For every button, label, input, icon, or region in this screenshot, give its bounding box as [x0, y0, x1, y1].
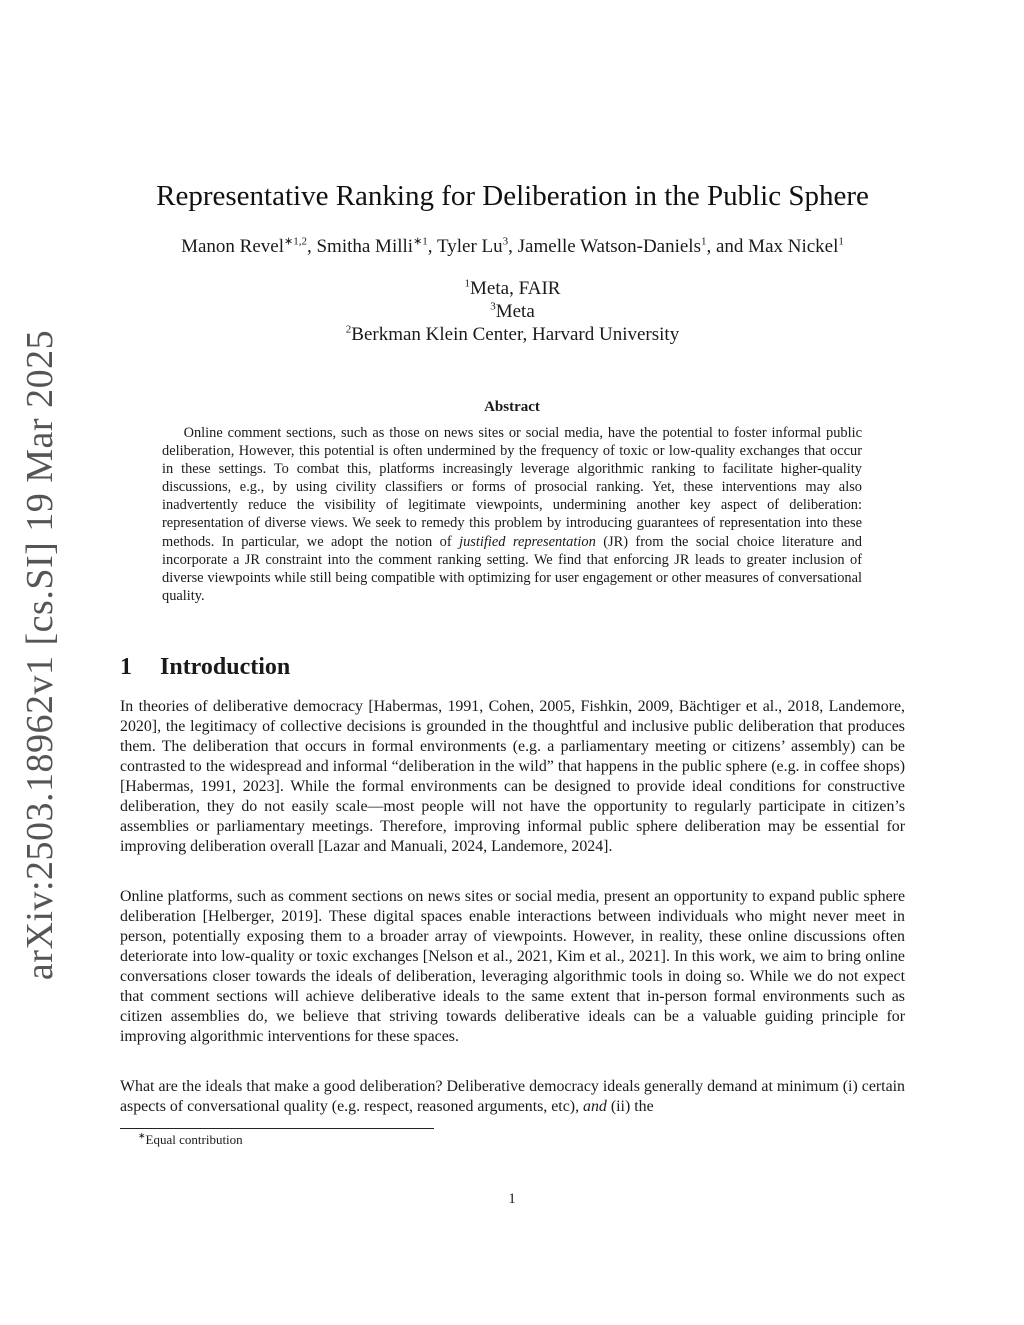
author-affil-mark: 1: [700, 235, 707, 248]
paper-title: Representative Ranking for Deliberation in the Public Sphere: [156, 180, 869, 212]
intro-paragraph: In theories of deliberative democracy [Habermas, 1991, Cohen, 2005, Fishkin, 2009, Bächtiger et al., 2018, Landemore, 2020], the legitimacy of collective decisions is grounded in the thoughtful and inclusive public deliberation that produces them. The deliberation that occurs in formal environments (e.g. a parliamentary meeting or citizens’ assembly) can be contrasted to the widespread and informal “deliberation in the wild” that happens in the public sphere (e.g. in coffee shops) [Habermas, 1991, 2023]. While the formal environments can be designed to provide ideal conditions for constructive deliberation, they do not easily scale—most people will not have the opportunity to regularly participate in citizen’s assemblies or parliamentary meetings. Therefore, improving informal public sphere deliberation may be essential for improving deliberation overall [Lazar and Manuali, 2024, Landemore, 2024].: [120, 698, 905, 855]
affiliation-mark: 3: [490, 300, 496, 313]
author-name: Smitha Milli: [316, 236, 414, 257]
affiliation-mark: 1: [464, 277, 471, 290]
page-number: 1: [508, 1191, 516, 1207]
author-name: Max Nickel: [748, 236, 839, 257]
abstract-text: Online comment sections, such as those on news sites or social media, have the potential to foster informal public deliberation, However, this potential is often undermined by the frequency of toxic or low-quality exchanges that occur in these settings. To combat this, platforms increasingly leverage algorithmic ranking to facilitate higher-quality discussions, e.g., by using civility classifiers or forms of prosocial ranking. Yet, these interventions may also inadvertently reduce the visibility of legitimate viewpoints, undermining another key aspect of deliberation: representation of diverse views. We seek to remedy this problem by introducing guarantees of representation into these methods. In particular, we adopt the notion of: [162, 425, 862, 550]
author-affil-mark: ∗1: [413, 235, 428, 248]
author-list: [100, 236, 925, 258]
author-affil-mark: 3: [502, 235, 509, 248]
author-separator: ,: [306, 236, 317, 257]
section-title: Introduction: [160, 654, 291, 680]
author-separator: ,: [427, 236, 437, 257]
abstract-body: [162, 424, 862, 605]
paragraph-text: (ii) the: [606, 1098, 654, 1115]
arxiv-id: arXiv:2503.18962v1 [cs.SI] 19 Mar 2025: [19, 329, 62, 981]
author-separator: ,: [508, 236, 518, 257]
author-name: Jamelle Watson-Daniels: [517, 236, 701, 257]
section-heading: [120, 654, 290, 681]
affiliation-name: Meta, FAIR: [470, 278, 561, 299]
author-affil-mark: 1: [838, 235, 844, 248]
footnote: [138, 1132, 243, 1148]
paragraph-text: What are the ideals that make a good deliberation? Deliberative democracy ideals generally demand at minimum (i) certain aspects of conversational quality (e.g. respect, reasoned arguments, etc),: [120, 1078, 905, 1115]
affiliation: [120, 324, 905, 346]
intro-paragraph: Online platforms, such as comment sections on news sites or social media, present an opportunity to expand public sphere deliberation [Helberger, 2019]. These digital spaces enable interactions between individuals who might never meet in person, potentially exposing them to a broader array of viewpoints. However, in reality, these online discussions often deteriorate into low-quality or toxic exchanges [Nelson et al., 2021, Kim et al., 2021]. In this work, we aim to bring online conversations closer towards the ideals of deliberation, leveraging algorithmic tools in doing so. While we do not expect that comment sections will achieve deliberative ideals to the same extent that in-person formal environments such as citizen assemblies do, we believe that striving towards deliberative ideals can be a valuable guiding principle for improving algorithmic interventions for these spaces.: [120, 888, 905, 1045]
author-name: Tyler Lu: [436, 236, 503, 257]
abstract-heading: Abstract: [484, 399, 540, 415]
author-separator: , and: [706, 236, 749, 257]
paragraph-emphasis: and: [583, 1098, 607, 1115]
abstract-emphasis: justified representation: [459, 533, 596, 550]
affiliation-name: Meta: [495, 301, 535, 322]
arxiv-side-stamp: [10, 329, 70, 981]
footnote-rule: [120, 1128, 434, 1129]
author-name: Manon Revel: [181, 236, 284, 257]
affiliation: [120, 278, 905, 300]
intro-paragraph: [120, 1077, 905, 1117]
abstract-text: (JR) from the social choice literature and incorporate a JR constraint into the comment ranking setting. We find that enforcing JR leads to greater inclusion of diverse viewpoints while still being compatible with optimizing for user engagement or other measures of conversational quality.: [162, 533, 862, 604]
affiliation: [120, 301, 905, 323]
footnote-mark: ∗: [138, 1130, 146, 1141]
affiliation-name: Berkman Klein Center, Harvard University: [351, 324, 680, 345]
section-number: 1: [120, 654, 132, 680]
affiliation-mark: 2: [345, 323, 352, 336]
author-affil-mark: ∗1,2: [284, 235, 307, 248]
footnote-text: Equal contribution: [145, 1132, 243, 1147]
